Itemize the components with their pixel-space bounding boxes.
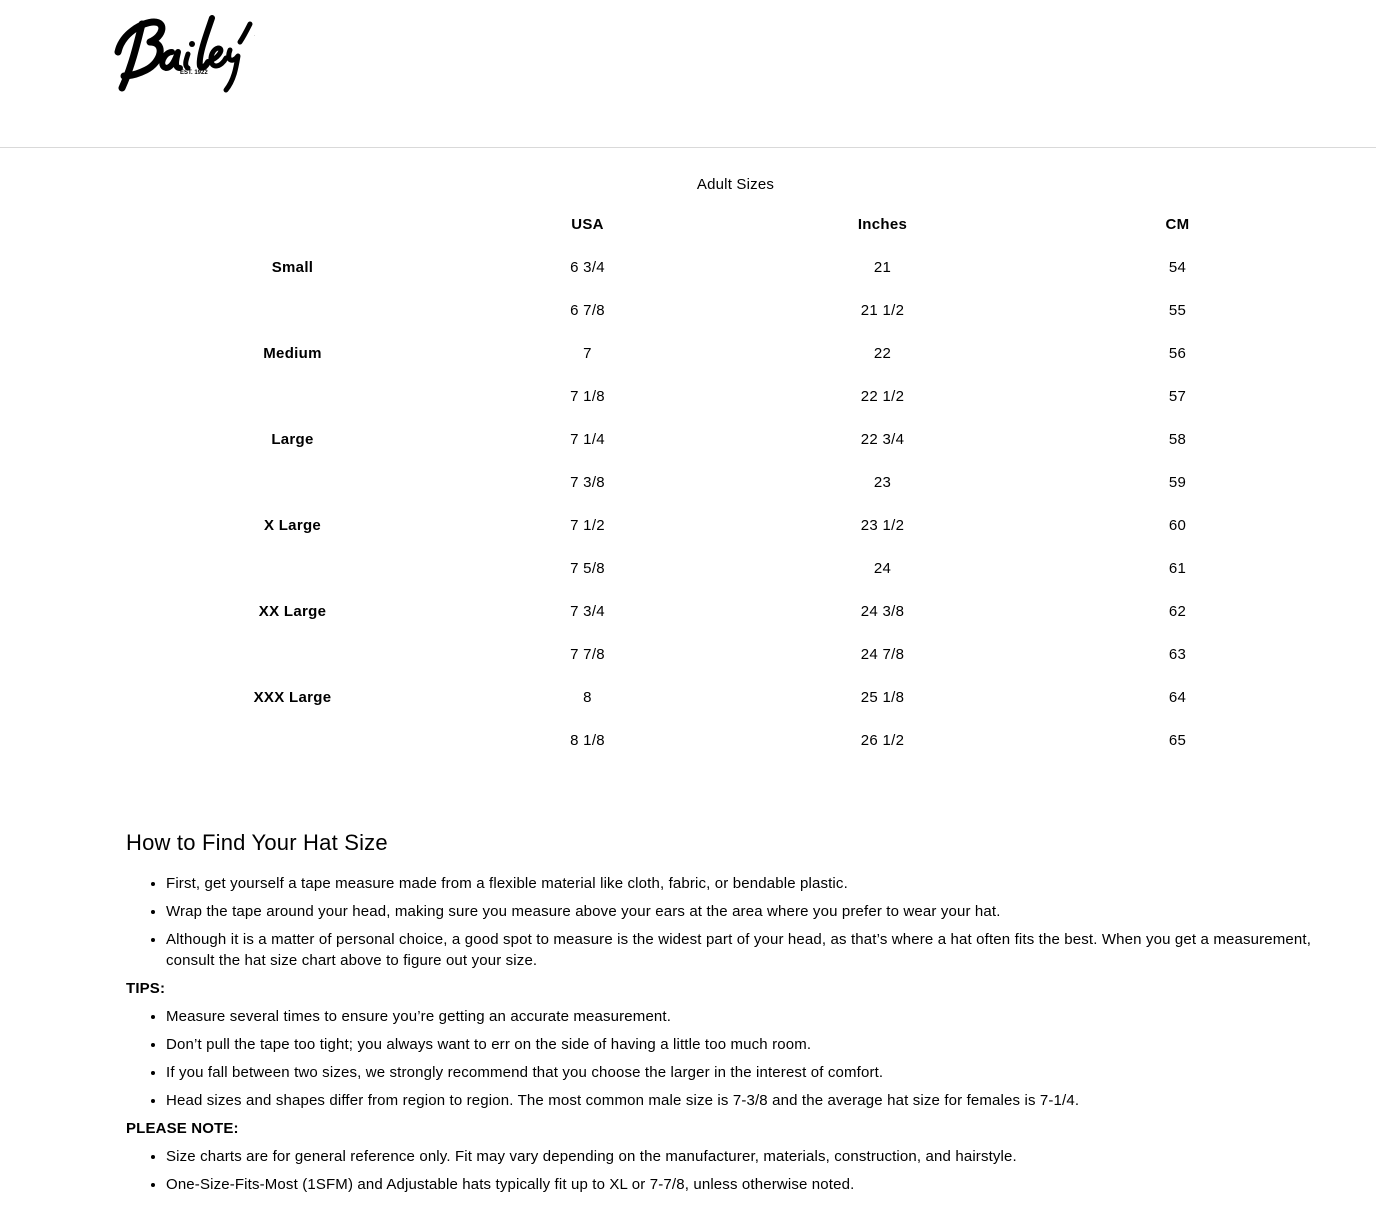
cm-size: 57 [1168,388,1187,405]
header-usa: USA [571,216,604,233]
inches-size: 21 1/2 [860,302,905,319]
size-row [145,461,1325,504]
size-row [145,547,1325,590]
inches-size: 24 7/8 [860,646,905,663]
size-row [145,676,1325,719]
usa-size: 6 3/4 [570,259,605,276]
usa-size: 7 1/8 [570,388,605,405]
cm-size: 62 [1168,603,1187,620]
size-label [145,547,440,590]
size-label [145,289,440,332]
size-row [145,590,1325,633]
size-row [145,719,1325,762]
usa-size: 7 5/8 [570,560,605,577]
step-item: • Although it is a matter of personal choice, a good spot to measure is the widest part of your head, as that’s where a hat often fits the best. When you get a measurement, consult the hat size chart above to figure out your size. [166,929,1346,971]
cm-size: 60 [1168,517,1187,534]
usa-size: 8 1/8 [570,732,605,749]
steps-list [126,873,1346,971]
cm-size: 58 [1168,431,1187,448]
header-cm: CM [1165,216,1190,233]
inches-size: 24 3/8 [860,603,905,620]
size-table-header-row [145,203,1325,246]
size-row [145,504,1325,547]
tips-label: TIPS: [126,980,166,997]
size-label: Large [271,431,314,448]
size-label [145,461,440,504]
how-to-title: How to Find Your Hat Size [126,830,388,855]
size-label: Small [271,259,314,276]
tip-item: • Measure several times to ensure you’re getting an accurate measurement. [166,1006,1346,1027]
inches-size: 26 1/2 [860,732,905,749]
size-row [145,246,1325,289]
inches-size: 22 [873,345,892,362]
size-row [145,418,1325,461]
size-row [145,332,1325,375]
cm-size: 64 [1168,689,1187,706]
size-chart-caption: Adult Sizes [696,176,775,193]
tip-item: • Head sizes and shapes differ from region to region. The most common male size is 7-3/8 and the average hat size for females is 7-1/4. [166,1090,1346,1111]
cm-size: 61 [1168,560,1187,577]
tips-list [126,1006,1346,1111]
size-label [145,633,440,676]
tip-item: • Don’t pull the tape too tight; you always want to err on the side of having a little too much room. [166,1034,1346,1055]
header-size [145,203,440,246]
size-row [145,289,1325,332]
site-header [0,0,1376,148]
svg-text:EST. 1922: EST. 1922 [180,70,208,76]
tip-item: • If you fall between two sizes, we strongly recommend that you choose the larger in the interest of comfort. [166,1062,1346,1083]
cm-size: 56 [1168,345,1187,362]
usa-size: 8 [583,689,592,706]
cm-size: 55 [1168,302,1187,319]
inches-size: 24 [873,560,892,577]
size-chart-table [145,203,1325,762]
size-table-body [145,246,1325,762]
size-label: XX Large [258,603,327,620]
inches-size: 23 1/2 [860,517,905,534]
cm-size: 54 [1168,259,1187,276]
how-to-section [126,828,1346,1202]
inches-size: 22 3/4 [860,431,905,448]
size-label: X Large [263,517,322,534]
note-item: • One-Size-Fits-Most (1SFM) and Adjustable hats typically fit up to XL or 7-7/8, unless otherwise noted. [166,1174,1346,1195]
size-row [145,633,1325,676]
step-item: • Wrap the tape around your head, making sure you measure above your ears at the area where you prefer to wear your hat. [166,901,1346,922]
inches-size: 21 [873,259,892,276]
size-label [145,719,440,762]
usa-size: 7 [583,345,592,362]
size-label [145,375,440,418]
size-label: XXX Large [253,689,332,706]
size-row [145,375,1325,418]
note-item: • Size charts are for general reference only. Fit may vary depending on the manufacturer, materials, construction, and hairstyle. [166,1146,1346,1167]
usa-size: 7 3/4 [570,603,605,620]
cm-size: 63 [1168,646,1187,663]
cm-size: 59 [1168,474,1187,491]
inches-size: 23 [873,474,892,491]
svg-text:.: . [254,32,256,37]
please-note-label: PLEASE NOTE: [126,1120,239,1137]
inches-size: 25 1/8 [860,689,905,706]
usa-size: 6 7/8 [570,302,605,319]
usa-size: 7 7/8 [570,646,605,663]
usa-size: 7 1/4 [570,431,605,448]
notes-list [126,1146,1346,1195]
bailey-logo[interactable] [108,10,260,96]
cm-size: 65 [1168,732,1187,749]
step-item: • First, get yourself a tape measure made from a flexible material like cloth, fabric, or bendable plastic. [166,873,1346,894]
header-inches: Inches [857,216,908,233]
size-label: Medium [263,345,322,362]
usa-size: 7 1/2 [570,517,605,534]
inches-size: 22 1/2 [860,388,905,405]
usa-size: 7 3/8 [570,474,605,491]
